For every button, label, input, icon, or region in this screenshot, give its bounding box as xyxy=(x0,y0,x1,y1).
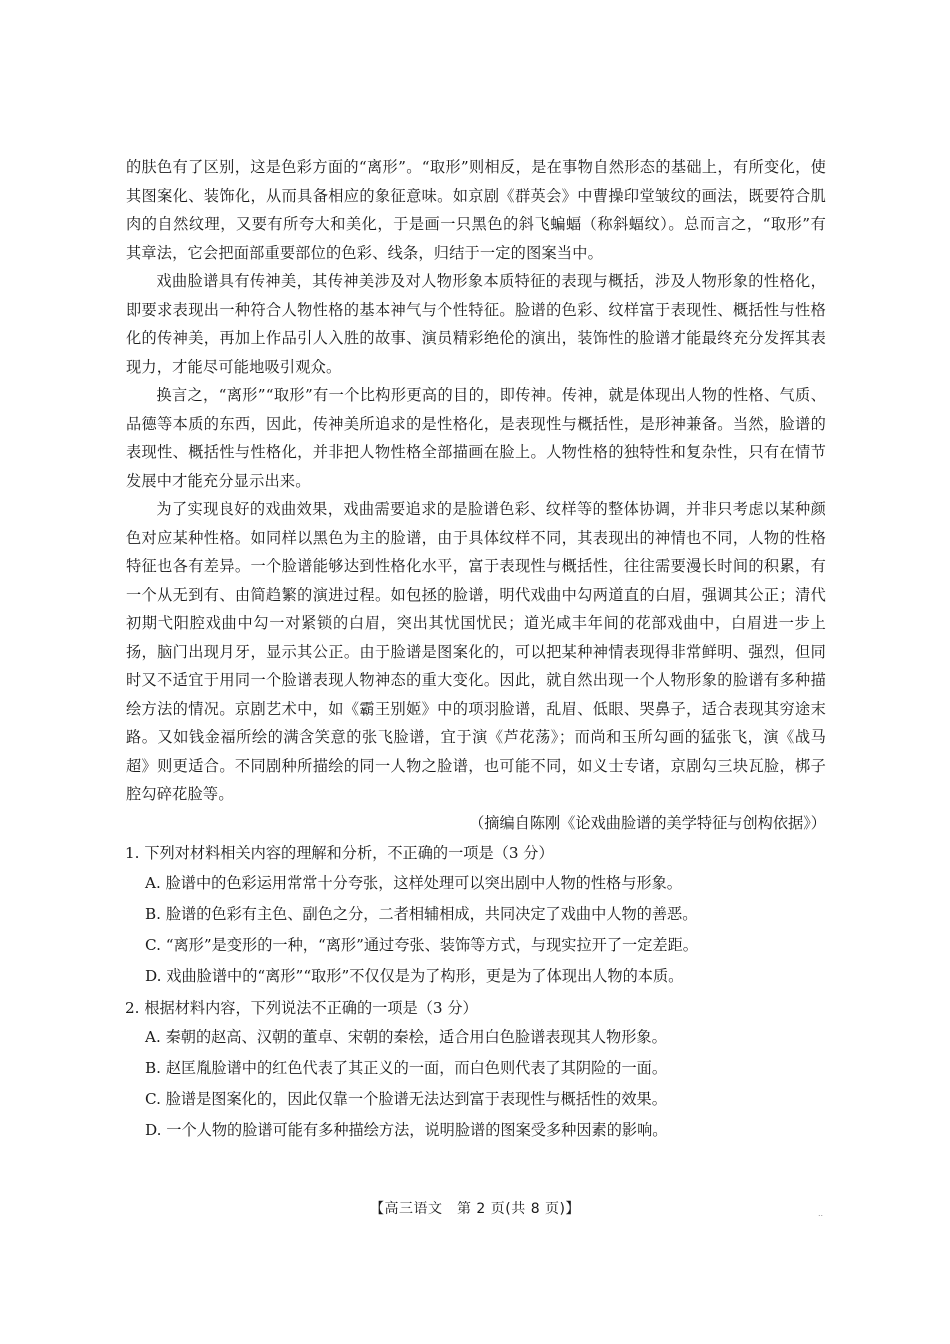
question-2 xyxy=(126,994,826,1147)
question-1 xyxy=(126,839,826,992)
exam-page xyxy=(126,153,826,1146)
page-footer: 【高三语文 第 2 页(共 8 页)】 xyxy=(369,1201,581,1217)
question-2-option-b: B. 赵匡胤脸谱中的红色代表了其正义的一面，而白色则代表了其阴险的一面。 xyxy=(145,1059,668,1077)
article-paragraph-2: 戏曲脸谱具有传神美，其传神美涉及对人物形象本质特征的表现与概括，涉及人物形象的性格化，即要求表现出一种符合人物性格的基本神气与个性特征。脸谱的色彩、纹样富于表现性、概括性与性格化的传神美，再加上作品引人入胜的故事、演员精彩绝伦的演出，装饰性的脸谱才能最终充分发挥其表现力，才能尽可能地吸引观众。 xyxy=(126,272,826,376)
question-2-option-d: D. 一个人物的脸谱可能有多种描绘方法，说明脸谱的图案受多种因素的影响。 xyxy=(145,1121,668,1139)
question-1-option-b: B. 脸谱的色彩有主色、副色之分，二者相辅相成，共同决定了戏曲中人物的善恶。 xyxy=(145,904,698,923)
question-1-option-d: D. 戏曲脸谱中的“离形”“取形”不仅仅是为了构形，更是为了体现出人物的本质。 xyxy=(145,966,684,985)
question-2-option-a: A. 秦朝的赵高、汉朝的董卓、宋朝的秦桧，适合用白色脸谱表现其人物形象。 xyxy=(145,1028,667,1046)
question-2-option-c: C. 脸谱是图案化的，因此仅靠一个脸谱无法达到富于表现性与概括性的效果。 xyxy=(145,1090,667,1108)
article-paragraph-4: 为了实现良好的戏曲效果，戏曲需要追求的是脸谱色彩、纹样等的整体协调，并非只考虑以某种颜色对应某种性格。如同样以黑色为主的脸谱，由于具体纹样不同，其表现出的神情也不同，人物的性格特征也各有差异。一个脸谱能够达到性格化水平，富于表现性与概括性，往往需要漫长时间的积累，有一个从无到有、由简趋繁的演进过程。如包拯的脸谱，明代戏曲中勾两道直的白眉，强调其公正；清代初期弋阳腔戏曲中勾一对紧锁的白眉，突出其忧国忧民；道光咸丰年间的花部戏曲中，白眉进一步上扬，脑门出现月牙，显示其公正。由于脸谱是图案化的，可以把某种神情表现得非常鲜明、强烈，但同时又不适宜于用同一个脸谱表现人物神态的重大变化。因此，就自然出现一个人物形象的脸谱有多种描绘方法的情况。京剧艺术中，如《霸王别姬》中的项羽脸谱，乱眉、低眼、哭鼻子，适合表现其穷途末路。又如钱金福所绘的满含笑意的张飞脸谱，宜于演《芦花荡》；而尚和玉所勾画的猛张飞，演《战马超》则更适合。不同剧种所描绘的同一人物之脸谱，也可能不同，如义士专诸，京剧勾三块瓦脸，梆子腔勾碎花脸等。 xyxy=(126,500,826,803)
question-1-option-a: A. 脸谱中的色彩运用常常十分夸张，这样处理可以突出剧中人物的性格与形象。 xyxy=(145,873,682,892)
question-2-stem: 2. 根据材料内容，下列说法不正确的一项是（3 分） xyxy=(125,998,478,1017)
corner-dots-decoration: .. xyxy=(818,1209,824,1218)
question-1-option-c: C. “离形”是变形的一种，“离形”通过夸张、装饰等方式，与现实拉开了一定差距。 xyxy=(145,935,698,954)
article-source: （摘编自陈刚《论戏曲脸谱的美学特征与创构依据》） xyxy=(469,813,826,832)
article-paragraph-3: 换言之，“离形”“取形”有一个比构形更高的目的，即传神。传神，就是体现出人物的性格、气质、品德等本质的东西，因此，传神美所追求的是性格化，是表现性与概括性，是形神兼备。当然，脸谱的表现性、概括性与性格化，并非把人物性格全部描画在脸上。人物性格的独特性和复杂性，只有在情节发展中才能充分显示出来。 xyxy=(126,386,826,490)
article-paragraph-1: 的肤色有了区别，这是色彩方面的“离形”。“取形”则相反，是在事物自然形态的基础上，有所变化，使其图案化、装饰化，从而具备相应的象征意味。如京剧《群英会》中曹操印堂皱纹的画法，既要符合肌肉的自然纹理，又要有所夸大和美化，于是画一只黑色的斜飞蝙蝠（称斜蝠纹）。总而言之，“取形”有其章法，它会把面部重要部位的色彩、线条，归结于一定的图案当中。 xyxy=(126,158,826,262)
question-1-stem: 1. 下列对材料相关内容的理解和分析，不正确的一项是（3 分） xyxy=(125,844,554,862)
